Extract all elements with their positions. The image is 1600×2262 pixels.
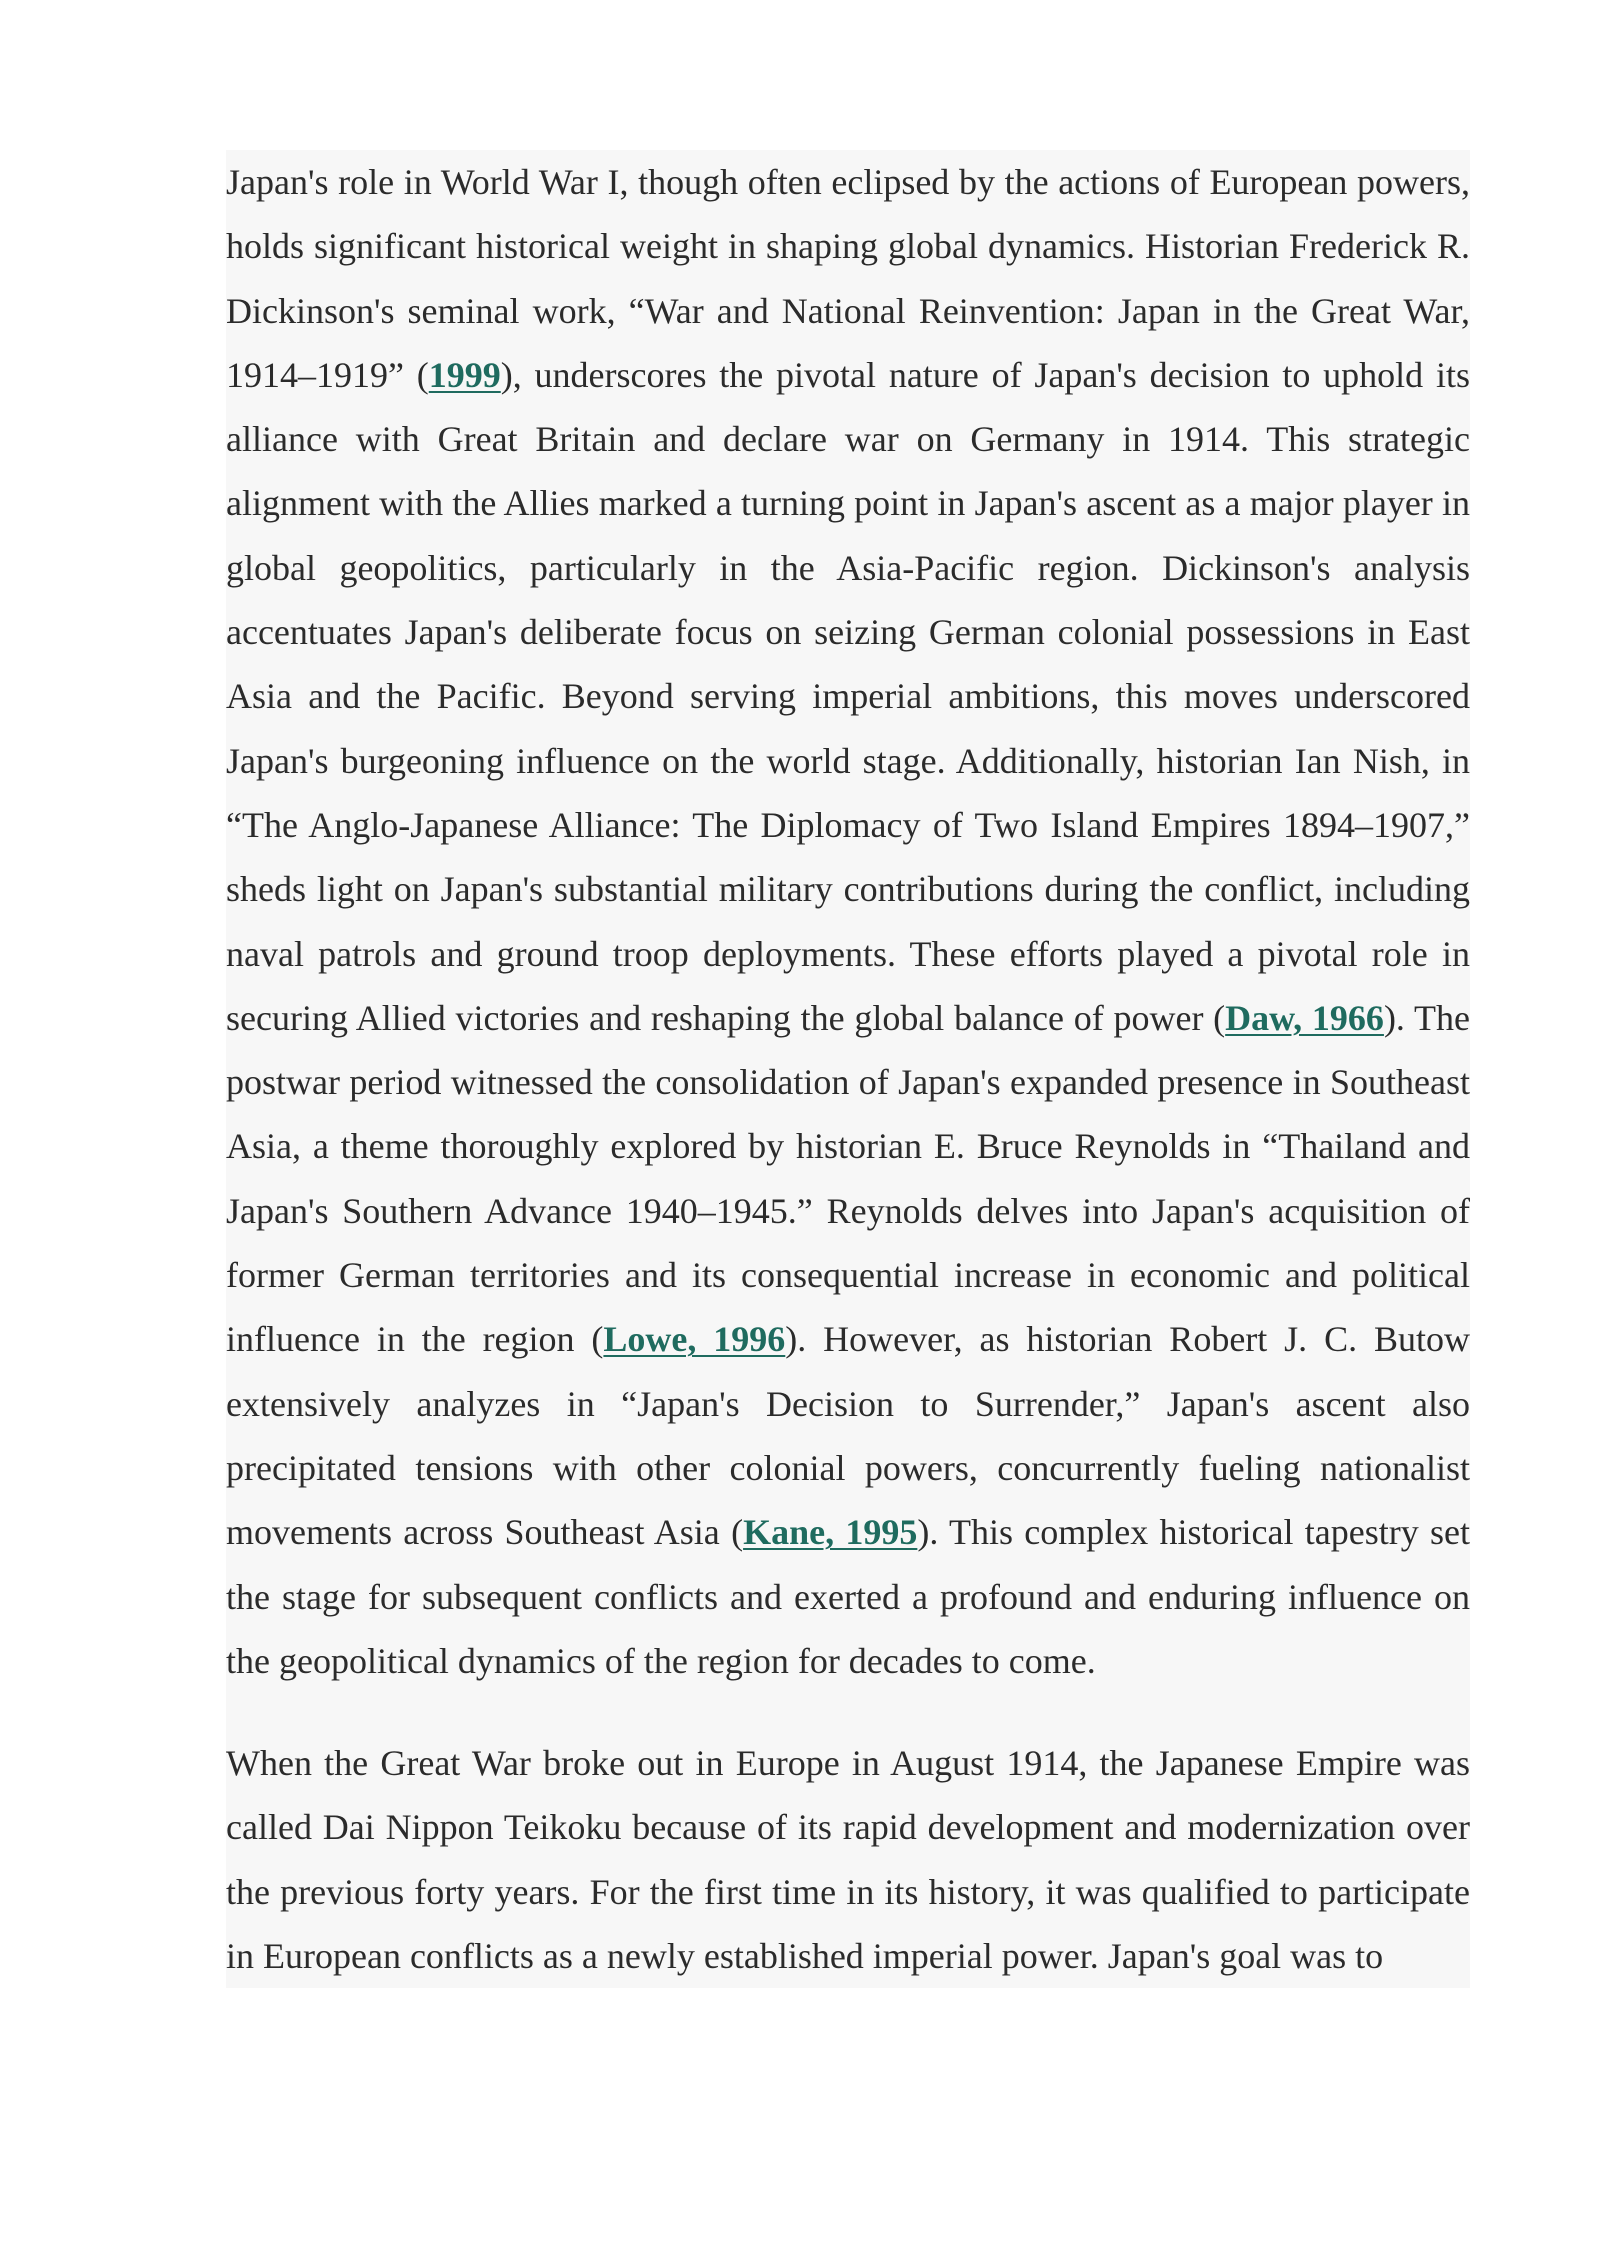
paragraph-text: ). This complex historical tapestry set the stage for subsequent conflicts and exerted a profound and enduring influence on the geopolitical dynamics of the region for decades to come. — [226, 1512, 1470, 1681]
paragraph-text: When the Great War broke out in Europe in August 1914, the Japanese Empire was called Dai Nippon Teikoku because of its rapid development and modernization over the previous forty years. For the first time in its history, it was qualified to participate in European conflicts as a newly established imperial power. Japan's goal was to — [226, 1743, 1470, 1977]
citation-link-kane-1995[interactable]: Kane, 1995 — [743, 1512, 918, 1553]
paragraph-text: ). However, as historian Robert J. C. Butow extensively analyzes in “Japan's Decision to Surrender,” Japan's ascent also precipitated tensions with other colonial powers, concurrently fueling nationalist movements across Southeast Asia ( — [226, 1319, 1470, 1553]
paragraph-1 — [226, 150, 1470, 1693]
paragraph-text: ), underscores the pivotal nature of Japan's decision to uphold its alliance with Great Britain and declare war on Germany in 1914. This strategic alignment with the Allies marked a turning point in Japan's ascent as a major player in global geopolitics, particularly in the Asia-Pacific region. Dickinson's analysis accentuates Japan's deliberate focus on seizing German colonial possessions in East Asia and the Pacific. Beyond serving imperial ambitions, this moves underscored Japan's burgeoning influence on the world stage. Additionally, historian Ian Nish, in “The Anglo-Japanese Alliance: The Diplomacy of Two Island Empires 1894–1907,” sheds light on Japan's substantial military contributions during the conflict, including naval patrols and ground troop deployments. These efforts played a pivotal role in securing Allied victories and reshaping the global balance of power ( — [226, 354, 1470, 1038]
citation-link-lowe-1996[interactable]: Lowe, 1996 — [603, 1319, 786, 1360]
citation-link-1999[interactable]: 1999 — [428, 354, 501, 395]
paragraph-text: Japan's role in World War I, though often eclipsed by the actions of European powers, holds significant historical weight in shaping global dynamics. Historian Frederick R. Dickinson's seminal work, “War and National Reinvention: Japan in the Great War, 1914–1919” ( — [226, 162, 1470, 395]
paragraph-text: ). The postwar period witnessed the consolidation of Japan's expanded presence in Southeast Asia, a theme thoroughly explored by historian E. Bruce Reynolds in “Thailand and Japan's Southern Advance 1940–1945.” Reynolds delves into Japan's acquisition of former German territories and its consequential increase in economic and political influence in the region ( — [226, 997, 1470, 1360]
citation-link-daw-1966[interactable]: Daw, 1966 — [1225, 997, 1384, 1038]
document-body — [226, 150, 1470, 1988]
paragraph-2 — [226, 1731, 1470, 1988]
